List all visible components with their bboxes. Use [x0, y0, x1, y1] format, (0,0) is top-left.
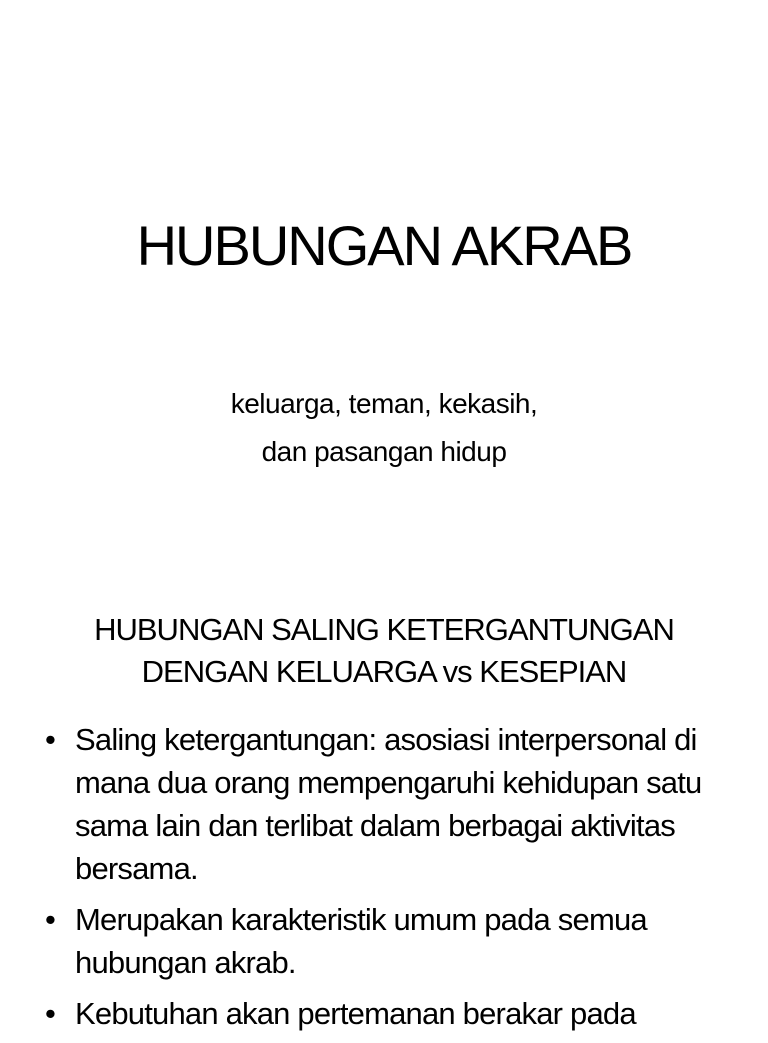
- bullet-text-line: Kebutuhan akan pertemanan berakar pada: [75, 996, 636, 1031]
- bullet-text-line: hubungan akrab.: [75, 945, 296, 980]
- bullet-marker: •: [45, 902, 56, 937]
- bullet-text-line: Merupakan karakteristik umum pada semua: [75, 902, 647, 937]
- subtitle-line: keluarga, teman, kekasih,: [230, 388, 538, 419]
- bullet-text-line: Saling ketergantungan: asosiasi interpersonal di: [75, 722, 697, 757]
- bullet-marker: •: [45, 996, 56, 1031]
- slide-title: HUBUNGAN AKRAB: [136, 214, 632, 277]
- bullet-text-line: sama lain dan terlibat dalam berbagai aktivitas: [75, 808, 675, 843]
- bullet-marker: •: [45, 722, 56, 757]
- section-heading-line: DENGAN KELUARGA vs KESEPIAN: [141, 654, 627, 689]
- bullet-item: [0, 992, 768, 1035]
- bullet-item: [0, 898, 768, 984]
- bullet-text-line: mana dua orang mempengaruhi kehidupan satu: [75, 765, 702, 800]
- section-heading-line: HUBUNGAN SALING KETERGANTUNGAN: [94, 612, 674, 647]
- bullet-list: [0, 718, 768, 1043]
- bullet-text-line: bersama.: [75, 851, 198, 886]
- bullet-item: [0, 718, 768, 890]
- subtitle-line: dan pasangan hidup: [261, 436, 507, 467]
